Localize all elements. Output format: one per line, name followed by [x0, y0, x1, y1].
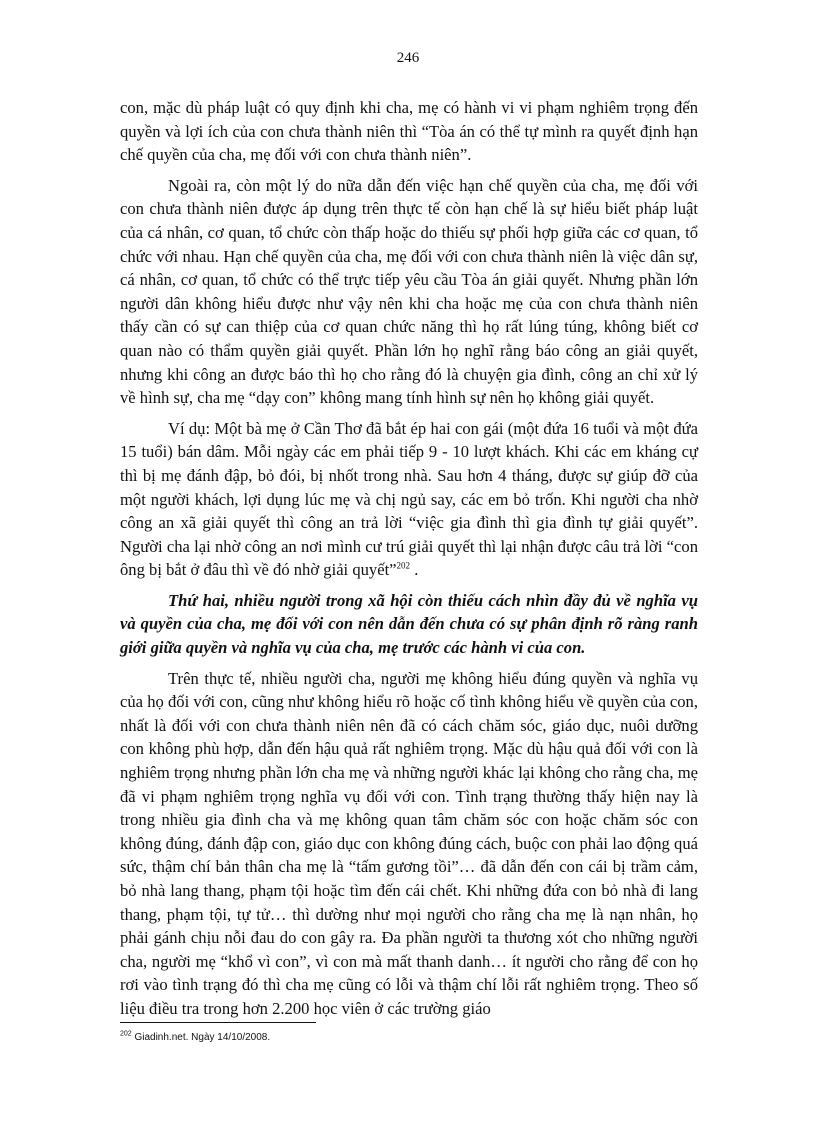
paragraph-2: Ngoài ra, còn một lý do nữa dẫn đến việc hạn chế quyền của cha, mẹ đối với con chưa thành niên được áp dụng trên thực tế còn hạn chế là sự hiểu biết pháp luật của cá nhân, cơ quan, tổ chức còn thấp hoặc do thiếu sự phối hợp giữa các cơ quan, tổ chức với nhau. Hạn chế quyền của cha, mẹ đối với con chưa thành niên là việc dân sự, cá nhân, cơ quan, tổ chức có thể trực tiếp yêu cầu Tòa án giải quyết. Nhưng phần lớn người dân không hiểu được như vậy nên khi cha hoặc mẹ của con chưa thành niên thấy cần có sự can thiệp của cơ quan chức năng thì họ rất lúng túng, không biết cơ quan nào có thẩm quyền giải quyết. Phần lớn họ nghĩ rằng báo công an giải quyết, nhưng khi công an được báo thì họ cho rằng đó là chuyện gia đình, công an chỉ xử lý về hình sự, cha mẹ “dạy con” không mang tính hình sự nên họ không giải quyết. — [120, 175, 698, 408]
footnote-text: Giadinh.net. Ngày 14/10/2008. — [131, 1032, 271, 1043]
page-number: 246 — [396, 50, 420, 66]
body-text — [120, 96, 698, 1028]
footnote-reference[interactable]: 202 — [396, 560, 411, 571]
paragraph-3 — [120, 417, 698, 582]
footnote-divider — [120, 1022, 316, 1023]
footnote-marker: 202 — [120, 1030, 132, 1038]
paragraph-5: Trên thực tế, nhiều người cha, người mẹ không hiểu đúng quyền và nghĩa vụ của họ đối với con, cũng như không hiểu rõ hoặc cố tình không hiểu về quyền của con, nhất là đối với con chưa thành niên nên đã có cách chăm sóc, giáo dục, nuôi dưỡng con không phù hợp, dẫn đến hậu quả rất nghiêm trọng. Mặc dù hậu quả đối với con là nghiêm trọng nhưng phần lớn cha mẹ và những người khác lại không cho rằng cha, mẹ đã vi phạm nghiêm trọng nghĩa vụ đối với con. Tình trạng thường thấy hiện nay là trong nhiều gia đình cha và mẹ không quan tâm chăm sóc con hoặc chăm sóc con không đúng, đánh đập con, giáo dục con không đúng cách, buộc con phải lao động quá sức, thậm chí bản thân cha mẹ là “tấm gương tồi”… đã dẫn đến con cái bị trầm cảm, bỏ nhà lang thang, phạm tội hoặc tìm đến cái chết. Khi những đứa con bỏ nhà đi lang thang, phạm tội, tự tử… thì dường như mọi người cho rằng cha mẹ là nạn nhân, họ phải gánh chịu nỗi đau do con gây ra. Đa phần người ta thương xót cho những người cha, người mẹ “khổ vì con”, vì con mà mất thanh danh… ít người cho rằng để con họ rơi vào tình trạng đó thì cha mẹ cũng có lỗi và thậm chí lỗi rất nghiêm trọng. Theo số liệu điều tra trong hơn 2.200 học viên ở các trường giáo — [120, 668, 698, 1018]
footnote — [120, 1032, 698, 1043]
section-heading-paragraph: Thứ hai, nhiều người trong xã hội còn thiếu cách nhìn đầy đủ về nghĩa vụ và quyền của cha, mẹ đối với con nên dẫn đến chưa có sự phân định rõ ràng ranh giới giữa quyền và nghĩa vụ của cha, mẹ trước các hành vi của con. — [120, 590, 698, 658]
paragraph-3-tail: . — [410, 560, 419, 580]
paragraph-1: con, mặc dù pháp luật có quy định khi cha, mẹ có hành vi vi phạm nghiêm trọng đến quyền và lợi ích của con chưa thành niên thì “Tòa án có thể tự mình ra quyết định hạn chế quyền của cha, mẹ đối với con chưa thành niên”. — [120, 98, 698, 165]
paragraph-3-text: Ví dụ: Một bà mẹ ở Cần Thơ đã bắt ép hai con gái (một đứa 16 tuổi và một đứa 15 tuổi) bán dâm. Mỗi ngày các em phải tiếp 9 - 10 lượt khách. Khi các em kháng cự thì bị mẹ đánh đập, bỏ đói, bị nhốt trong nhà. Sau hơn 4 tháng, được sự giúp đỡ của một người khách, lợi dụng lúc mẹ và chị ngủ say, các em bỏ trốn. Khi người cha nhờ công an xã giải quyết thì công an trả lời “việc gia đình thì gia đình tự giải quyết”. Người cha lại nhờ công an nơi mình cư trú giải quyết thì lại nhận được câu trả lời “con ông bị bắt ở đâu thì về đó nhờ giải quyết” — [120, 418, 698, 580]
